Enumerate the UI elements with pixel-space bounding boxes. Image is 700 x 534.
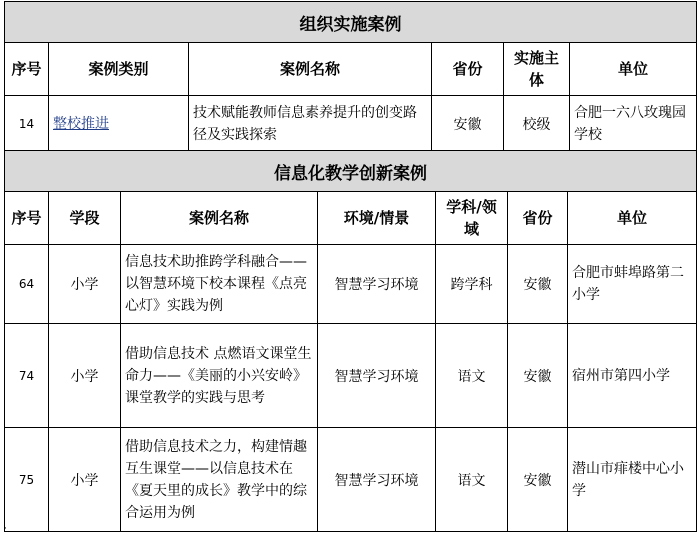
cell-discipline: 语文 [436,324,508,428]
header-unit: 单位 [570,43,697,96]
cell-discipline: 语文 [436,428,508,532]
table-row [5,96,697,152]
header-case-name: 案例名称 [121,192,318,245]
table-row [5,245,697,324]
header-environment: 环境/情景 [318,192,436,245]
cell-environment: 智慧学习环境 [318,324,436,428]
cell-environment: 智慧学习环境 [318,428,436,532]
cell-province: 安徽 [432,96,504,152]
cell-stage: 小学 [49,428,121,532]
cell-stage: 小学 [49,324,121,428]
section-title-organization: 组织实施案例 [5,2,697,43]
cell-case-name: 信息技术助推跨学科融合——以智慧环境下校本课程《点亮心灯》实践为例 [121,245,318,324]
cell-province: 安徽 [508,245,568,324]
cell-stage: 小学 [49,245,121,324]
paragraph-mark: · [4,524,7,534]
cell-province: 安徽 [508,324,568,428]
header-province: 省份 [508,192,568,245]
cell-discipline: 跨学科 [436,245,508,324]
teaching-innovation-cases-table [4,150,697,532]
cell-unit: 潜山市痱楼中心小学 [568,428,697,532]
header-discipline: 学科/领域 [436,192,508,245]
section-title-teaching: 信息化教学创新案例 [5,151,697,192]
cell-no: 75 [5,428,49,532]
cell-subject: 校级 [504,96,570,152]
cell-case-name: 借助信息技术 点燃语文课堂生命力——《美丽的小兴安岭》课堂教学的实践与思考 [121,324,318,428]
cell-no: 74 [5,324,49,428]
cell-no: 14 [5,96,49,152]
header-case-name: 案例名称 [189,43,432,96]
cell-no: 64 [5,245,49,324]
header-no: 序号 [5,192,49,245]
cell-environment: 智慧学习环境 [318,245,436,324]
header-stage: 学段 [49,192,121,245]
cell-case-name: 借助信息技术之力，构建情趣互生课堂——以信息技术在《夏天里的成长》教学中的综合运用为例 [121,428,318,532]
header-no: 序号 [5,43,49,96]
cell-unit: 合肥市蚌埠路第二小学 [568,245,697,324]
cell-unit: 宿州市第四小学 [568,324,697,428]
header-subject: 实施主体 [504,43,570,96]
header-unit: 单位 [568,192,697,245]
organization-cases-table [4,1,697,152]
header-province: 省份 [432,43,504,96]
category-link[interactable]: 整校推进 [53,115,109,132]
table-row [5,324,697,428]
cell-province: 安徽 [508,428,568,532]
cell-case-name: 技术赋能教师信息素养提升的创变路径及实践探索 [189,96,432,152]
header-category: 案例类别 [49,43,189,96]
cell-unit: 合肥一六八玫瑰园学校 [570,96,697,152]
table-row [5,428,697,532]
